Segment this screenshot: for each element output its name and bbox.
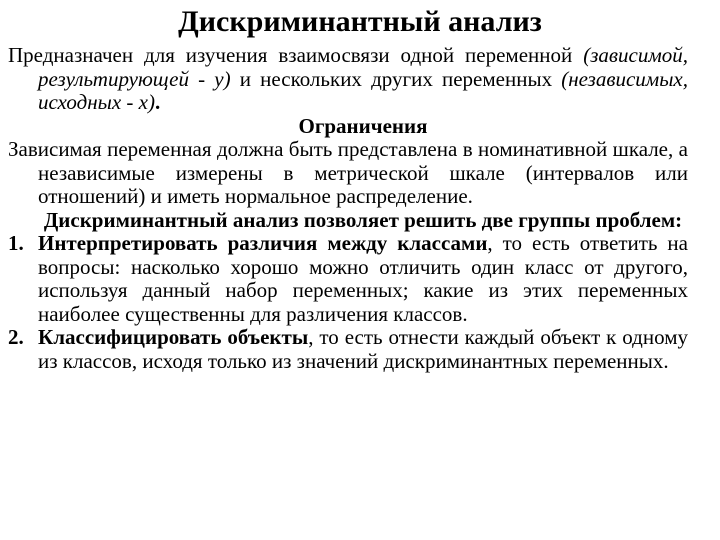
problem-list xyxy=(8,232,688,373)
intro-paragraph xyxy=(8,44,688,115)
restrictions-paragraph: Зависимая переменная должна быть представлена в номинативной шкале, а независимые измерены в метрической шкале (интервалов или отношений) и иметь нормальное распределение. xyxy=(8,137,688,208)
intro-text-1: Предназначен для изучения взаимосвязи одной переменной xyxy=(8,43,584,67)
intro-text-2: и нескольких других переменных xyxy=(230,66,562,91)
list-item-title: Интерпретировать различия между классами xyxy=(38,231,488,255)
intro-period: . xyxy=(154,90,161,114)
list-item xyxy=(8,326,688,373)
intro-independent-vars: (независимых, исходных - x) xyxy=(38,66,688,114)
list-item-number: 2. xyxy=(8,325,24,349)
list-item-text: , то есть отнести каждый объект к одному из классов, исходя только из значений дискриминантных переменных. xyxy=(38,325,688,373)
list-item-number: 1. xyxy=(8,231,24,255)
restrictions-heading: Ограничения xyxy=(298,113,428,138)
slide-body xyxy=(8,44,688,373)
list-item-text: , то есть ответить на вопросы: насколько хорошо можно отличить один класс от другого, используя данный набор переменных; какие из этих переменных наиболее существенны для различения классов. xyxy=(38,231,688,326)
list-item xyxy=(8,232,688,326)
list-item-title: Классифицировать объекты xyxy=(38,325,309,349)
page-title: Дискриминантный анализ xyxy=(178,5,542,38)
intro-dependent-var: (зависимой, результирующей - y) xyxy=(38,43,688,91)
groups-heading: Дискриминантный анализ позволяет решить две группы проблем: xyxy=(43,207,683,232)
